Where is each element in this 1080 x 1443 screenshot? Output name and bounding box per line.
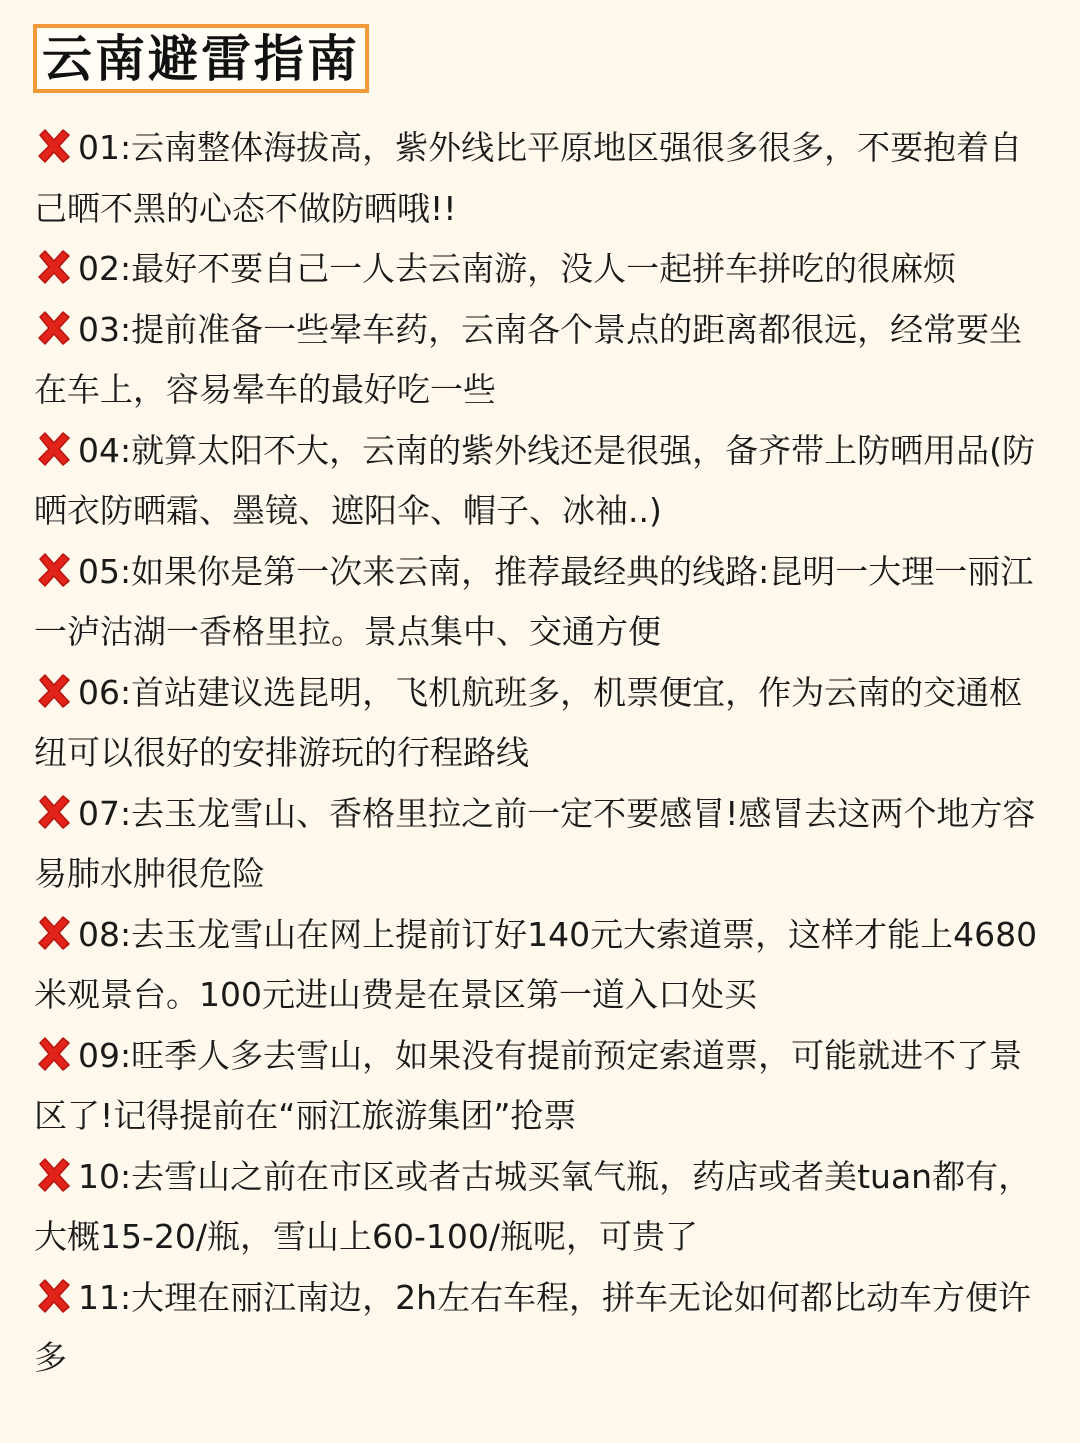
tip-item (34, 663, 1050, 784)
page-title: 云南避雷指南 (42, 29, 360, 88)
tip-text: 06:首站建议选昆明，飞机航班多，机票便宜，作为云南的交通枢纽可以很好的安排游玩的行程路线 (34, 672, 1023, 772)
tip-item (34, 542, 1050, 663)
cross-mark-icon (34, 1276, 74, 1316)
tip-item (34, 784, 1050, 905)
cross-mark-icon (34, 550, 74, 590)
tip-text: 11:大理在丽江南边，2h左右车程，拼车无论如何都比动车方便许多 (34, 1277, 1032, 1377)
tip-text: 08:去玉龙雪山在网上提前订好140元大索道票，这样才能上4680米观景台。100元进山费是在景区第一道入口处买 (34, 914, 1038, 1014)
cross-mark-icon (34, 1034, 74, 1074)
cross-mark-icon (34, 792, 74, 832)
cross-mark-icon (34, 126, 74, 166)
tip-text: 01:云南整体海拔高，紫外线比平原地区强很多很多，不要抱着自己晒不黑的心态不做防晒哦!! (34, 128, 1023, 228)
tip-item (34, 300, 1050, 421)
cross-mark-icon (34, 1155, 74, 1195)
tip-text: 09:旺季人多去雪山，如果没有提前预定索道票，可能就进不了景区了!记得提前在“丽江旅游集团”抢票 (34, 1035, 1023, 1135)
tip-item (34, 1147, 1050, 1268)
cross-mark-icon (34, 913, 74, 953)
cross-mark-icon (34, 247, 74, 287)
cross-mark-icon (34, 671, 74, 711)
tip-item (34, 1268, 1050, 1389)
tip-item (34, 421, 1050, 542)
tip-text: 07:去玉龙雪山、香格里拉之前一定不要感冒!感冒去这两个地方容易肺水肿很危险 (34, 793, 1036, 893)
tip-item (34, 118, 1050, 239)
tip-text: 05:如果你是第一次来云南，推荐最经典的线路:昆明一大理一丽江一泸沽湖一香格里拉。景点集中、交通方便 (34, 551, 1034, 651)
tip-text: 04:就算太阳不大，云南的紫外线还是很强，备齐带上防晒用品(防晒衣防晒霜、墨镜、遮阳伞、帽子、冰袖..) (34, 430, 1035, 530)
cross-mark-icon (34, 429, 74, 469)
tip-text: 03:提前准备一些晕车药，云南各个景点的距离都很远，经常要坐在车上，容易晕车的最好吃一些 (34, 309, 1023, 409)
tip-item (34, 239, 1050, 300)
title-box (33, 24, 369, 93)
tip-text: 10:去雪山之前在市区或者古城买氧气瓶，药店或者美tuan都有，大概15-20/瓶，雪山上60-100/瓶呢，可贵了 (34, 1156, 1032, 1256)
tips-list (34, 118, 1050, 1389)
tip-item (34, 905, 1050, 1026)
tip-item (34, 1026, 1050, 1147)
cross-mark-icon (34, 308, 74, 348)
tip-text: 02:最好不要自己一人去云南游，没人一起拼车拼吃的很麻烦 (78, 249, 957, 288)
